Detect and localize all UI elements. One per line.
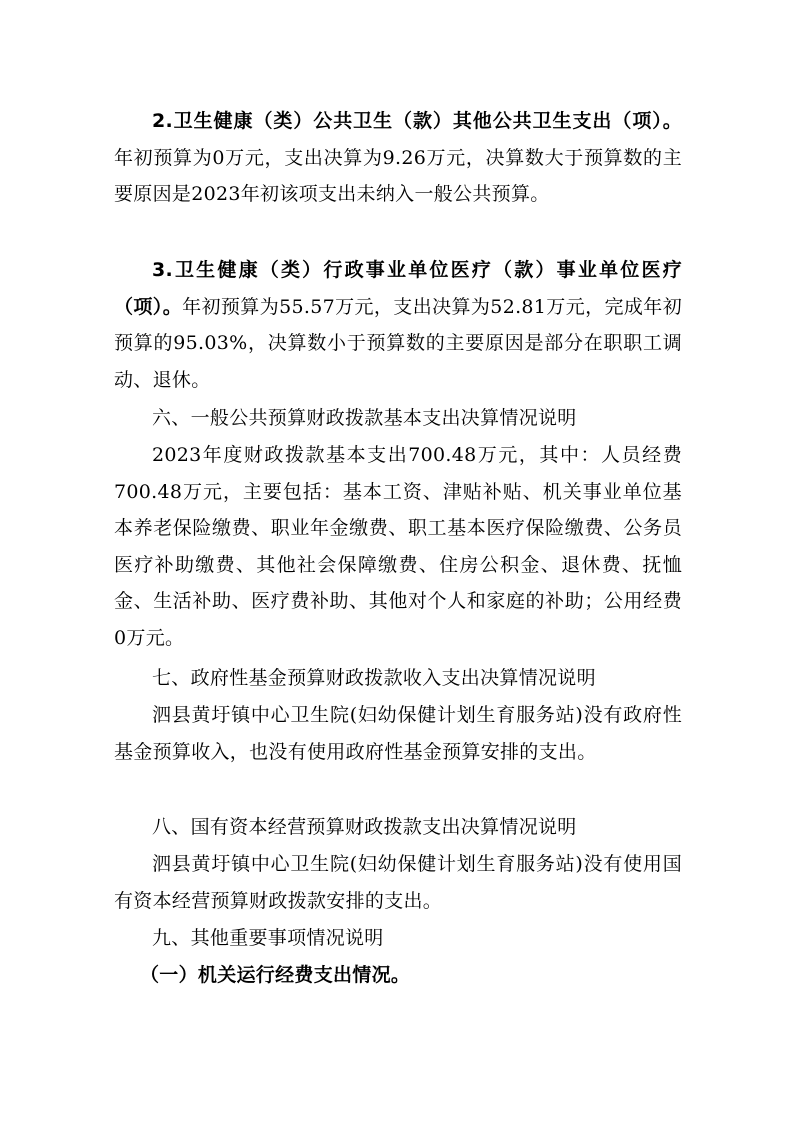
section7-heading: 七、政府性基金预算财政拨款收入支出决算情况说明	[152, 667, 596, 689]
section9-subheading: （一）机关运行经费支出情况。	[140, 964, 411, 986]
item2-title: 2.卫生健康（类）公共卫生（款）其他公共卫生支出（项）。	[152, 110, 682, 132]
item2-body: 年初预算为0万元，支出决算为9.26万元，决算数大于预算数的主要原因是2023年初该项支出未纳入一般公共预算。	[114, 146, 682, 206]
item3-paragraph	[114, 252, 682, 398]
section9-heading: 九、其他重要事项情况说明	[152, 927, 384, 949]
item3-title: 3.卫生健康（类）行政事业单位医疗（款）事业单位医疗（项）。	[114, 259, 682, 318]
item2-paragraph	[114, 103, 682, 213]
section8-heading: 八、国有资本经营预算财政拨款支出决算情况说明	[152, 816, 577, 838]
section7-body: 泗县黄圩镇中心卫生院(妇幼保健计划生育服务站)没有政府性基金预算收入，也没有使用政府性基金预算安排的支出。	[114, 704, 682, 763]
section6-body: 2023年度财政拨款基本支出700.48万元，其中：人员经费700.48万元，主要包括：基本工资、津贴补贴、机关事业单位基本养老保险缴费、职业年金缴费、职工基本医疗保险缴费、公务员医疗补助缴费、其他社会保障缴费、住房公积金、退休费、抚恤金、生活补助、医疗费补助、其他对个人和家庭的补助；公用经费0万元。	[114, 444, 682, 649]
section8-body: 泗县黄圩镇中心卫生院(妇幼保健计划生育服务站)没有使用国有资本经营预算财政拨款安排的支出。	[114, 853, 682, 912]
section6-heading: 六、一般公共预算财政拨款基本支出决算情况说明	[152, 407, 577, 429]
item3-body: 年初预算为55.57万元，支出决算为52.81万元，完成年初预算的95.03%，决算数小于预算数的主要原因是部分在职职工调动、退休。	[114, 295, 682, 391]
